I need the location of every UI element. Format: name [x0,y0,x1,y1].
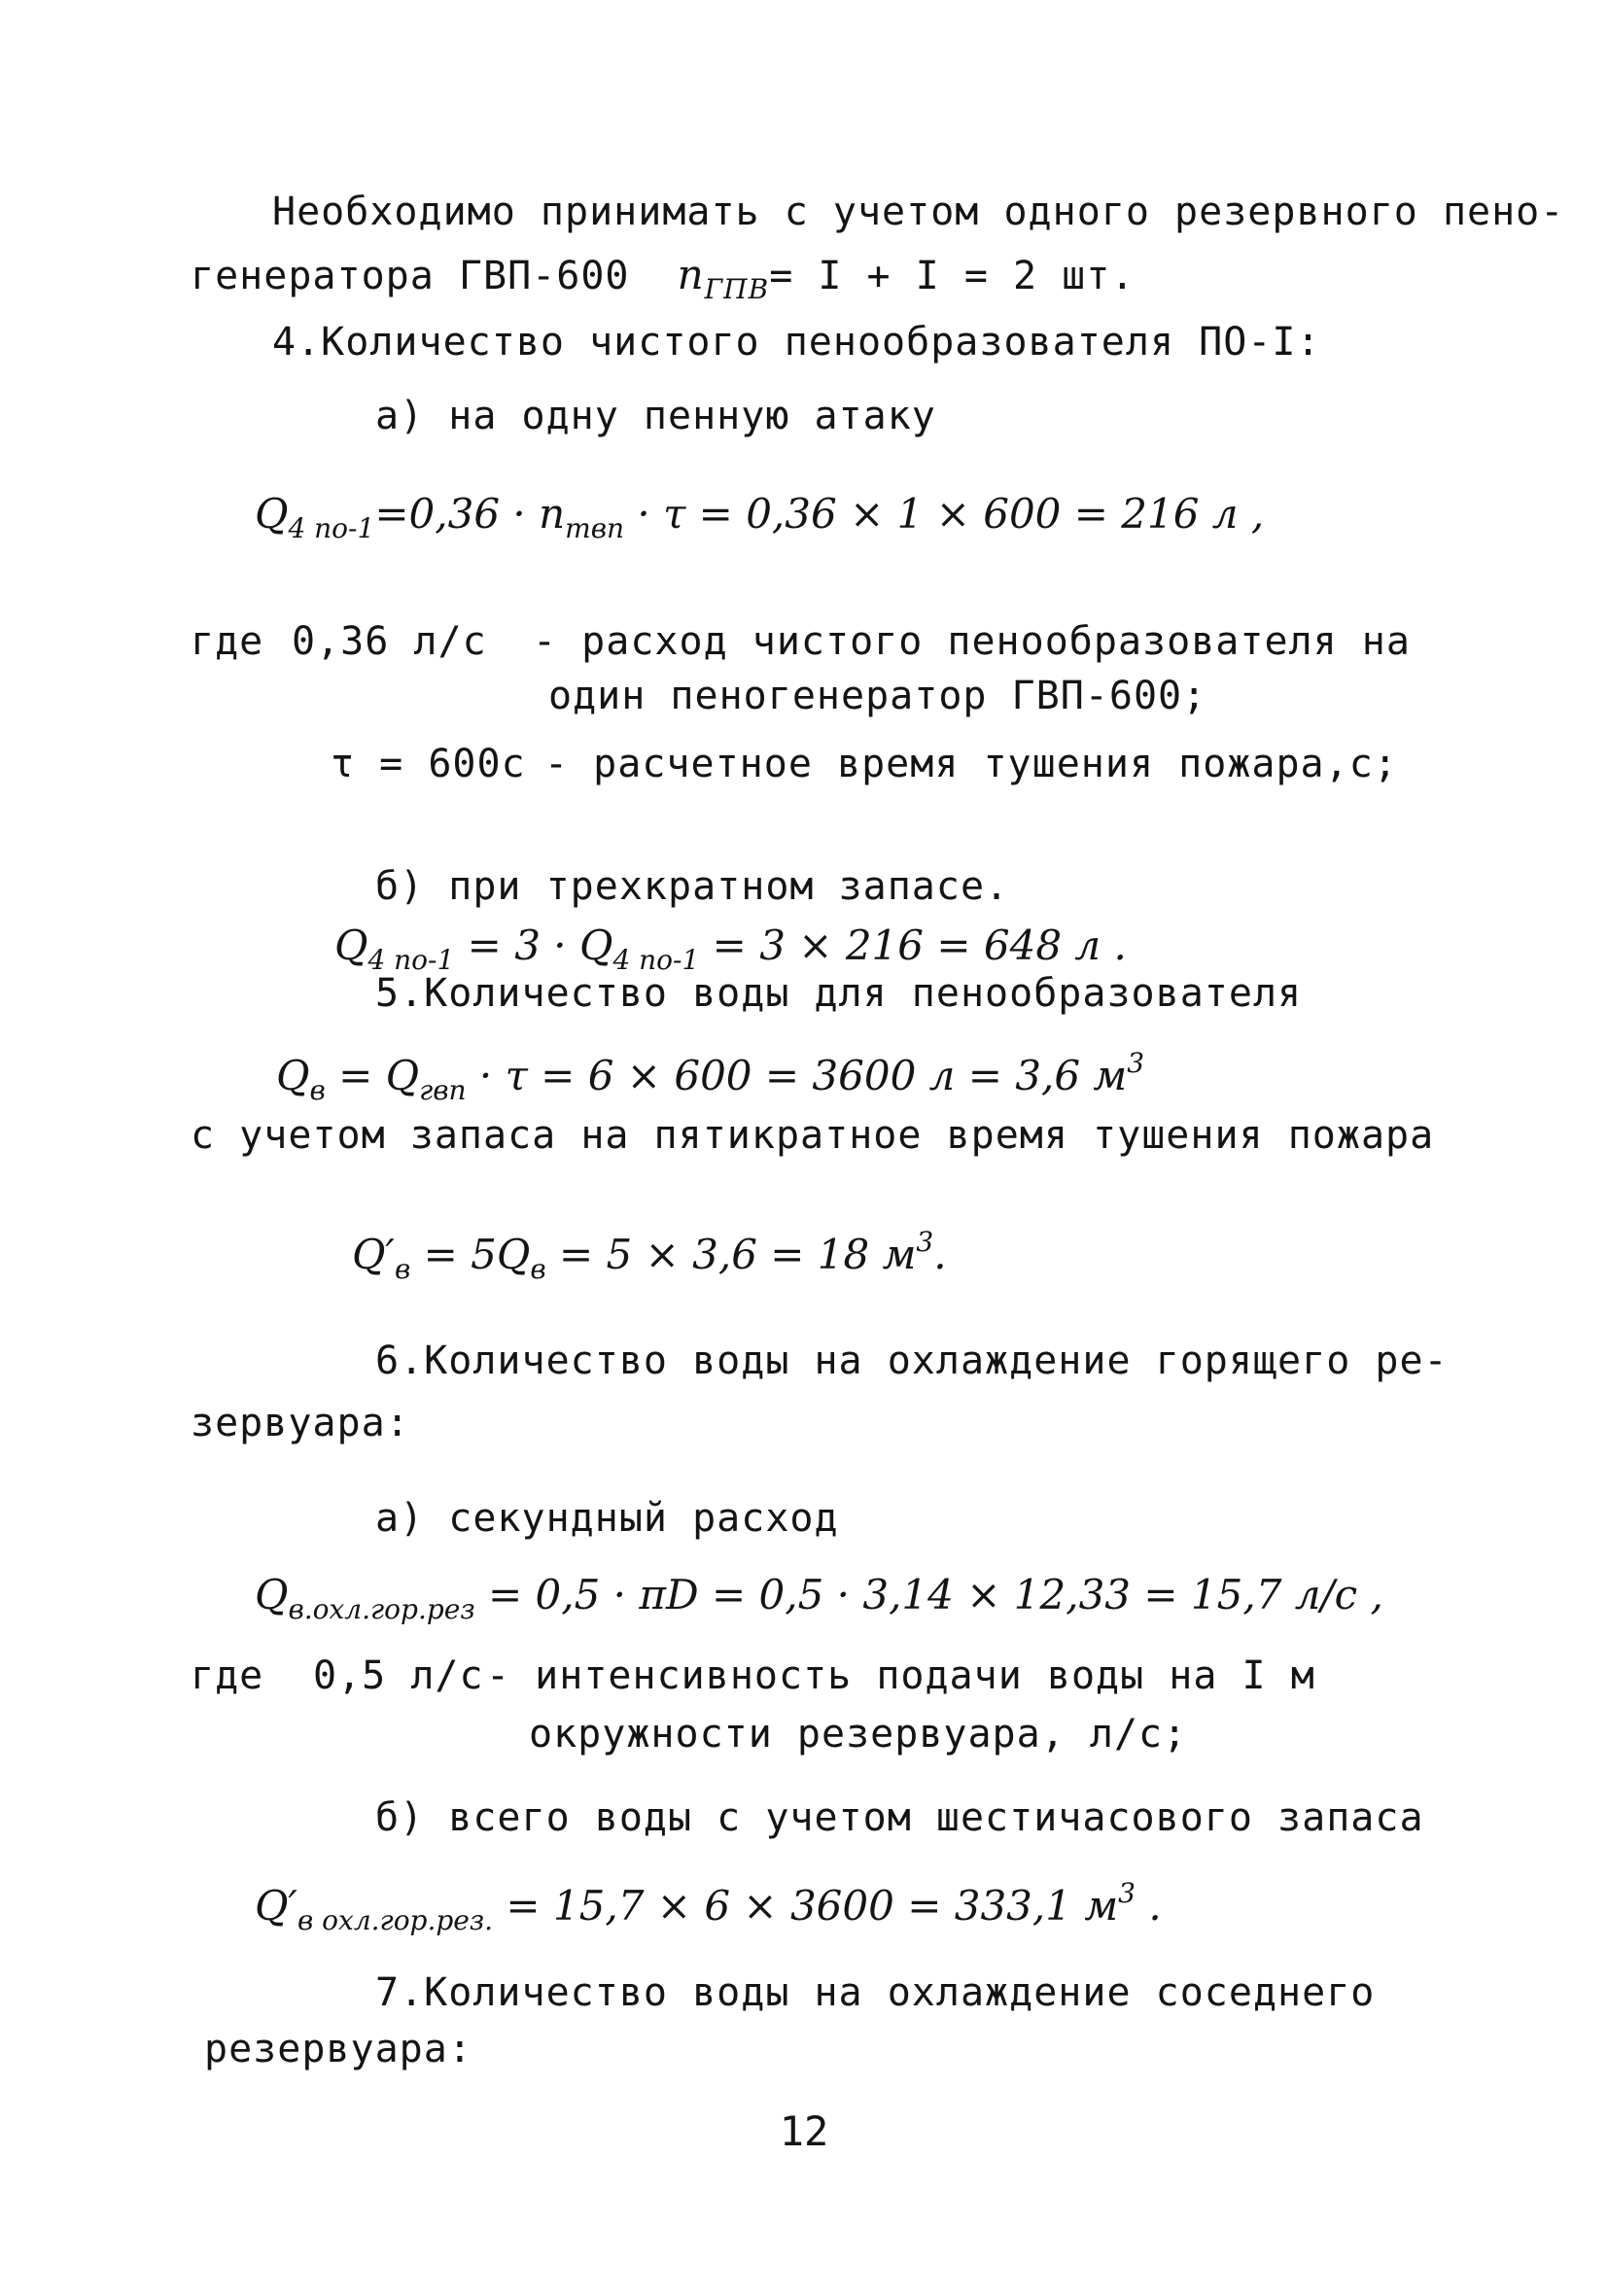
section-6-heading-1: 6.Количество воды на охлаждение горящего ре- [375,1339,1449,1383]
where-2-desc: - расчетное время тушения пожара,с; [544,742,1398,786]
section-7-heading-2: резервуара: [204,2027,472,2071]
formula-4a: $Q_{4 по-1}=0,36 \cdot n_{твп} \cdot \tau = 0,36 \times 1 \times 600 = 216$ л , [255,490,1265,544]
where-2-value: τ = 600с [331,742,526,786]
formula-5: $Q_в = Q_{гвп} \cdot \tau = 6 \times 600 = 3600$ л = 3,6 $м^3$ [276,1047,1145,1106]
section-5-text: с учетом запаса на пятикратное время тушения пожара [191,1113,1435,1158]
formula-4b: $Q_{4 по-1} = 3 \cdot Q_{4 по-1} = 3 \times 216 = 648$ л . [334,922,1127,976]
where-1-desc-2: один пеногенератор ГВП-600; [548,674,1207,718]
intro-line-2-rest: = I + I = 2 шт. [769,254,1136,298]
intro-line-1: Необходимо принимать с учетом одного резервного пено- [272,190,1565,234]
where-3-label: где [191,1653,264,1698]
intro-line-2-text: генератора ГВП-600 [191,254,630,298]
n-gpv-symbol: $n_{ГПВ}$ [677,251,770,305]
section-6-item-b: б) всего воды с учетом шестичасового запаса [375,1795,1424,1840]
where-1-label: где [191,619,264,664]
where-3-value: 0,5 л/с [313,1653,484,1698]
where-1-desc-1: - расход чистого пенообразователя на [533,619,1411,664]
formula-6b: $Q'_{в охл.гор.рез.} = 15,7 \times 6 \times 3600 = 333,1$ $м^3$ . [255,1877,1162,1936]
section-5-heading: 5.Количество воды для пенообразователя [375,971,1303,1016]
page-number: 12 [779,2107,829,2155]
where-3-desc-2: окружности резервуара, л/с; [529,1712,1188,1757]
formula-6a: $Q_{в.охл.гор.рез} = 0,5 \cdot \pi D = 0,5 \cdot 3,14 \times 12,33 = 15,7$ л/с , [255,1571,1383,1625]
section-6-item-a: а) секундный расход [375,1496,839,1541]
where-1-value: 0,36 л/с [292,619,487,664]
section-7-heading-1: 7.Количество воды на охлаждение соседнего [375,1970,1376,2015]
section-4-heading: 4.Количество чистого пенообразователя ПО-I: [272,320,1321,365]
formula-5b: $Q'_в = 5Q_в = 5 \times 3,6 = 18$ $м^3$. [352,1226,947,1285]
section-4-item-b: б) при трехкратном запасе. [375,864,1010,909]
where-3-desc-1: - интенсивность подачи воды на I м [486,1653,1315,1698]
intro-line-2 [191,251,1136,305]
section-6-heading-2: зервуара: [191,1401,410,1445]
section-4-item-a: а) на одну пенную атаку [375,394,936,438]
